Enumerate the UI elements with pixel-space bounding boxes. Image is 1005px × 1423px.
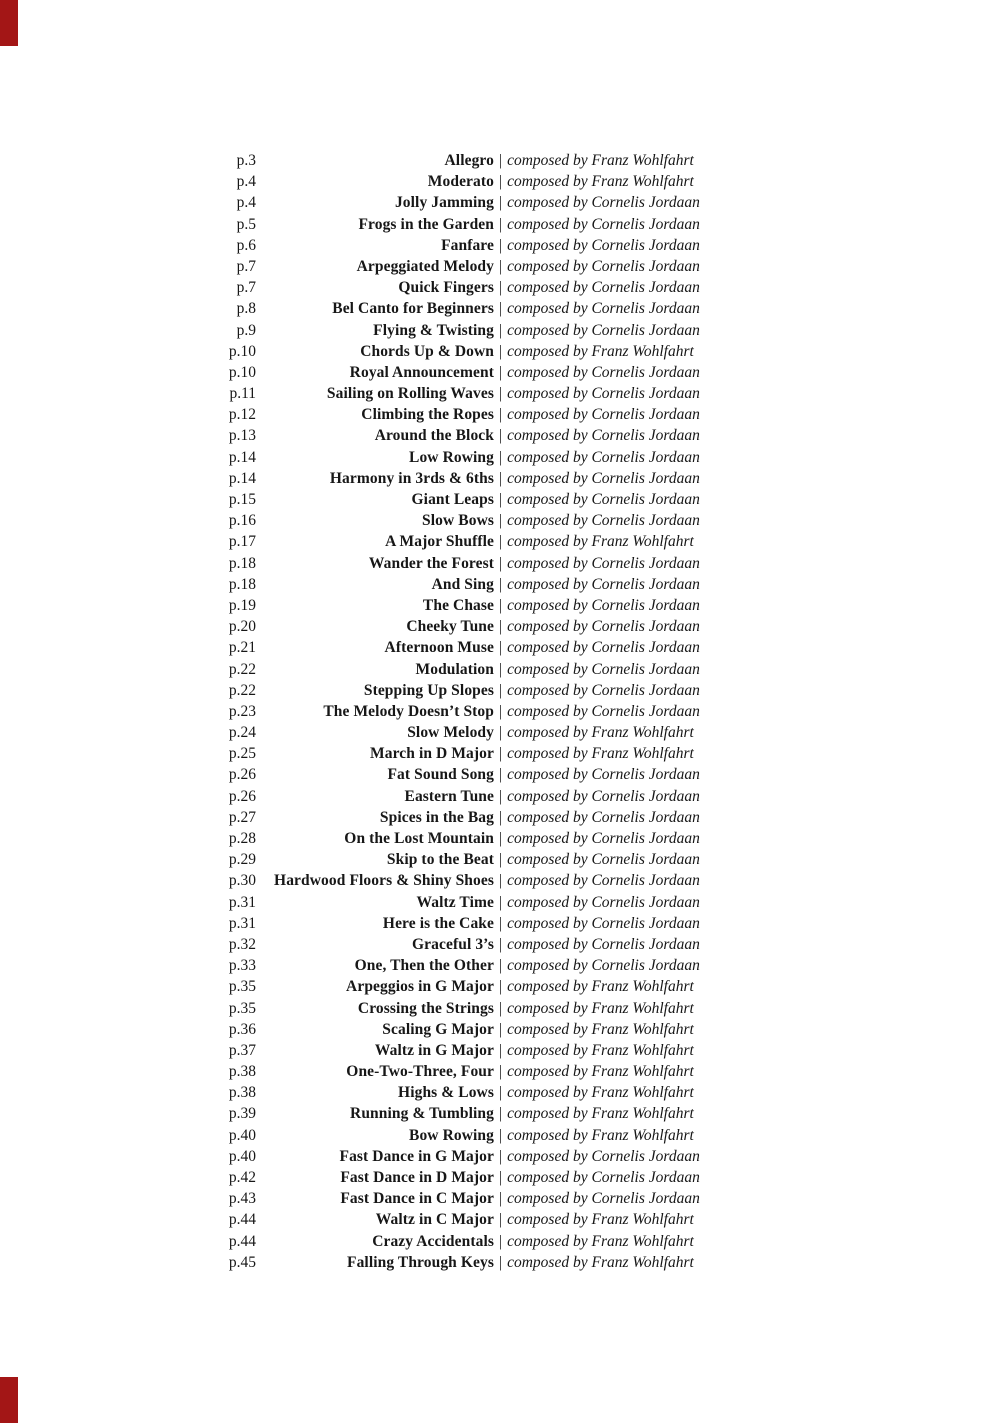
piece-title: Cheeky Tune [406, 618, 494, 636]
composer-credit: composed by Cornelis Jordaan [507, 512, 700, 530]
piece-title: Crazy Accidentals [372, 1232, 494, 1250]
piece-title: Slow Bows [422, 512, 494, 530]
composer-credit: composed by Cornelis Jordaan [507, 935, 700, 953]
toc-row [0, 1209, 1005, 1230]
page-number: p.27 [228, 808, 256, 826]
composer-credit: composed by Franz Wohlfahrt [507, 173, 694, 191]
separator-bar: | [499, 1063, 503, 1081]
separator-bar: | [499, 1232, 503, 1250]
piece-title: Fast Dance in C Major [340, 1190, 494, 1208]
composer-credit: composed by Cornelis Jordaan [507, 279, 700, 297]
separator-bar: | [499, 830, 503, 847]
piece-title: Arpeggiated Melody [356, 257, 494, 275]
composer-credit: composed by Cornelis Jordaan [507, 766, 700, 784]
page-number: p.38 [228, 1084, 256, 1102]
toc-row [0, 447, 1005, 468]
piece-title: And Sing [431, 575, 494, 593]
separator-bar: | [499, 618, 503, 636]
composer-credit: composed by Franz Wohlfahrt [507, 342, 694, 360]
separator-bar: | [499, 363, 503, 381]
separator-bar: | [499, 1190, 503, 1208]
piece-title: Eastern Tune [404, 787, 494, 805]
composer-credit: composed by Cornelis Jordaan [507, 957, 700, 975]
piece-title: Fat Sound Song [387, 766, 494, 784]
page-number: p.43 [228, 1190, 256, 1208]
page-number: p.17 [228, 533, 256, 551]
page-number: p.25 [228, 745, 256, 763]
page-number: p.31 [228, 893, 256, 911]
toc-row [0, 1146, 1005, 1167]
toc-list [0, 150, 1005, 1273]
separator-bar: | [499, 512, 503, 530]
toc-row [0, 764, 1005, 785]
toc-row [0, 1125, 1005, 1146]
composer-credit: composed by Cornelis Jordaan [507, 215, 700, 233]
page-number: p.11 [229, 385, 256, 403]
bleed-mark-top [0, 0, 18, 46]
separator-bar: | [499, 236, 503, 254]
toc-row [0, 574, 1005, 595]
piece-title: Spices in the Bag [379, 808, 494, 826]
piece-title: Fast Dance in G Major [339, 1147, 494, 1165]
piece-title: Stepping Up Slopes [363, 681, 494, 699]
composer-credit: composed by Franz Wohlfahrt [507, 1084, 694, 1102]
page-number: p.14 [228, 469, 256, 487]
separator-bar: | [499, 321, 503, 339]
separator-bar: | [499, 554, 503, 572]
piece-title: Highs & Lows [398, 1084, 494, 1102]
piece-title: Scaling G Major [382, 1020, 494, 1038]
piece-title: Harmony in 3rds & 6ths [329, 469, 494, 487]
piece-title: Royal Announcement [349, 363, 494, 381]
toc-row [0, 425, 1005, 446]
composer-credit: composed by Franz Wohlfahrt [507, 999, 694, 1017]
composer-credit: composed by Franz Wohlfahrt [507, 745, 694, 763]
separator-bar: | [499, 491, 503, 508]
toc-row [0, 1231, 1005, 1252]
composer-credit: composed by Cornelis Jordaan [507, 300, 700, 318]
page-number: p.14 [228, 448, 256, 466]
piece-title: Bow Rowing [409, 1126, 494, 1144]
page-number: p.26 [228, 787, 256, 805]
page-number: p.29 [228, 851, 256, 869]
piece-title: Slow Melody [407, 724, 494, 742]
piece-title: Waltz Time [416, 893, 494, 911]
separator-bar: | [499, 1169, 503, 1186]
composer-credit: composed by Cornelis Jordaan [507, 257, 700, 275]
separator-bar: | [499, 681, 503, 699]
separator-bar: | [499, 1253, 503, 1271]
piece-title: Quick Fingers [398, 279, 494, 297]
page-number: p.12 [228, 406, 256, 424]
toc-row [0, 404, 1005, 425]
composer-credit: composed by Cornelis Jordaan [507, 618, 700, 636]
composer-credit: composed by Cornelis Jordaan [507, 639, 700, 657]
separator-bar: | [499, 279, 503, 297]
composer-credit: composed by Cornelis Jordaan [507, 1147, 700, 1165]
piece-title: Fanfare [441, 236, 494, 254]
composer-credit: composed by Franz Wohlfahrt [507, 1126, 694, 1144]
separator-bar: | [499, 935, 503, 953]
toc-row [0, 976, 1005, 997]
separator-bar: | [499, 406, 503, 424]
page-number: p.13 [228, 427, 256, 445]
toc-row [0, 489, 1005, 510]
toc-row [0, 192, 1005, 213]
toc-row [0, 362, 1005, 383]
composer-credit: composed by Cornelis Jordaan [507, 554, 700, 572]
separator-bar: | [499, 1084, 503, 1102]
composer-credit: composed by Cornelis Jordaan [507, 681, 700, 699]
separator-bar: | [499, 999, 503, 1017]
composer-credit: composed by Cornelis Jordaan [507, 872, 700, 890]
page-number: p.10 [228, 342, 256, 360]
toc-row [0, 659, 1005, 680]
composer-credit: composed by Franz Wohlfahrt [507, 978, 694, 996]
piece-title: Moderato [427, 173, 494, 191]
composer-credit: composed by Franz Wohlfahrt [507, 724, 694, 742]
page-number: p.35 [228, 978, 256, 996]
toc-row [0, 892, 1005, 913]
page-number: p.21 [228, 639, 256, 657]
separator-bar: | [499, 1105, 503, 1123]
page-number: p.18 [228, 554, 256, 572]
separator-bar: | [499, 257, 503, 275]
toc-row [0, 1167, 1005, 1188]
separator-bar: | [499, 342, 503, 360]
page-number: p.32 [228, 935, 256, 953]
piece-title: Here is the Cake [382, 914, 494, 932]
page-number: p.28 [228, 830, 256, 847]
separator-bar: | [499, 787, 503, 805]
piece-title: Falling Through Keys [347, 1253, 494, 1271]
piece-title: Waltz in G Major [374, 1041, 494, 1059]
separator-bar: | [499, 194, 503, 212]
piece-title: Climbing the Ropes [361, 406, 494, 424]
composer-credit: composed by Cornelis Jordaan [507, 851, 700, 869]
separator-bar: | [499, 152, 503, 169]
piece-title: Fast Dance in D Major [340, 1169, 494, 1186]
toc-row [0, 998, 1005, 1019]
composer-credit: composed by Cornelis Jordaan [507, 787, 700, 805]
separator-bar: | [499, 1126, 503, 1144]
toc-row [0, 214, 1005, 235]
separator-bar: | [499, 427, 503, 445]
toc-row [0, 235, 1005, 256]
piece-title: Chords Up & Down [360, 342, 494, 360]
separator-bar: | [499, 660, 503, 678]
composer-credit: composed by Cornelis Jordaan [507, 596, 700, 614]
bleed-mark-bottom [0, 1377, 18, 1423]
composer-credit: composed by Cornelis Jordaan [507, 893, 700, 911]
composer-credit: composed by Cornelis Jordaan [507, 363, 700, 381]
composer-credit: composed by Franz Wohlfahrt [507, 1063, 694, 1081]
page-number: p.31 [228, 914, 256, 932]
composer-credit: composed by Cornelis Jordaan [507, 406, 700, 424]
separator-bar: | [499, 978, 503, 996]
separator-bar: | [499, 1041, 503, 1059]
separator-bar: | [499, 724, 503, 742]
separator-bar: | [499, 385, 503, 403]
composer-credit: composed by Cornelis Jordaan [507, 427, 700, 445]
composer-credit: composed by Cornelis Jordaan [507, 914, 700, 932]
toc-row [0, 1061, 1005, 1082]
page-number: p.7 [236, 279, 256, 297]
toc-row [0, 531, 1005, 552]
page-number: p.45 [228, 1253, 256, 1271]
composer-credit: composed by Franz Wohlfahrt [507, 1105, 694, 1123]
page-number: p.5 [236, 215, 256, 233]
toc-row [0, 595, 1005, 616]
separator-bar: | [499, 173, 503, 191]
composer-credit: composed by Cornelis Jordaan [507, 491, 700, 508]
toc-row [0, 1188, 1005, 1209]
separator-bar: | [499, 469, 503, 487]
piece-title: Modulation [415, 660, 494, 678]
separator-bar: | [499, 215, 503, 233]
piece-title: One, Then the Other [354, 957, 494, 975]
toc-row [0, 553, 1005, 574]
toc-row [0, 955, 1005, 976]
toc-row [0, 510, 1005, 531]
separator-bar: | [499, 766, 503, 784]
piece-title: One-Two-Three, Four [346, 1063, 494, 1081]
toc-row [0, 171, 1005, 192]
composer-credit: composed by Cornelis Jordaan [507, 1190, 700, 1208]
separator-bar: | [499, 1211, 503, 1229]
separator-bar: | [499, 808, 503, 826]
toc-row [0, 1082, 1005, 1103]
separator-bar: | [499, 745, 503, 763]
page-number: p.22 [228, 681, 256, 699]
composer-credit: composed by Cornelis Jordaan [507, 702, 700, 720]
page-number: p.6 [236, 236, 256, 254]
separator-bar: | [499, 639, 503, 657]
separator-bar: | [499, 957, 503, 975]
piece-title: Skip to the Beat [386, 851, 494, 869]
piece-title: Arpeggios in G Major [346, 978, 494, 996]
toc-row [0, 680, 1005, 701]
toc-row [0, 807, 1005, 828]
piece-title: Around the Block [374, 427, 494, 445]
composer-credit: composed by Cornelis Jordaan [507, 321, 700, 339]
page-number: p.40 [228, 1147, 256, 1165]
composer-credit: composed by Cornelis Jordaan [507, 830, 700, 847]
page-number: p.37 [228, 1041, 256, 1059]
toc-row [0, 256, 1005, 277]
toc-row [0, 828, 1005, 849]
toc-row [0, 1103, 1005, 1124]
piece-title: Waltz in C Major [375, 1211, 494, 1229]
piece-title: Crossing the Strings [357, 999, 494, 1017]
toc-row [0, 1019, 1005, 1040]
page-number: p.3 [236, 152, 256, 169]
page-number: p.10 [228, 363, 256, 381]
piece-title: Jolly Jamming [394, 194, 494, 212]
separator-bar: | [499, 872, 503, 890]
separator-bar: | [499, 1020, 503, 1038]
composer-credit: composed by Cornelis Jordaan [507, 808, 700, 826]
page-number: p.44 [228, 1211, 256, 1229]
composer-credit: composed by Franz Wohlfahrt [507, 533, 694, 551]
page-number: p.22 [228, 660, 256, 678]
page-number: p.39 [228, 1105, 256, 1123]
toc-row [0, 786, 1005, 807]
composer-credit: composed by Cornelis Jordaan [507, 194, 700, 212]
page-number: p.4 [236, 194, 256, 212]
toc-row [0, 383, 1005, 404]
separator-bar: | [499, 851, 503, 869]
toc-row [0, 298, 1005, 319]
toc-row [0, 1040, 1005, 1061]
separator-bar: | [499, 893, 503, 911]
separator-bar: | [499, 575, 503, 593]
piece-title: Sailing on Rolling Waves [326, 385, 494, 403]
separator-bar: | [499, 448, 503, 466]
toc-row [0, 1252, 1005, 1273]
separator-bar: | [499, 914, 503, 932]
composer-credit: composed by Franz Wohlfahrt [507, 1253, 694, 1271]
composer-credit: composed by Cornelis Jordaan [507, 575, 700, 593]
page-number: p.26 [228, 766, 256, 784]
piece-title: Flying & Twisting [373, 321, 494, 339]
composer-credit: composed by Franz Wohlfahrt [507, 1211, 694, 1229]
page-number: p.19 [228, 596, 256, 614]
page-number: p.18 [228, 575, 256, 593]
piece-title: Afternoon Muse [384, 639, 494, 657]
toc-row [0, 701, 1005, 722]
toc-row [0, 743, 1005, 764]
page-number: p.15 [228, 491, 256, 508]
page-number: p.38 [228, 1063, 256, 1081]
page-number: p.24 [228, 724, 256, 742]
composer-credit: composed by Cornelis Jordaan [507, 469, 700, 487]
piece-title: Low Rowing [409, 448, 494, 466]
page-number: p.42 [228, 1169, 256, 1186]
toc-row [0, 277, 1005, 298]
separator-bar: | [499, 300, 503, 318]
piece-title: On the Lost Mountain [344, 830, 494, 847]
piece-title: Allegro [444, 152, 494, 169]
composer-credit: composed by Franz Wohlfahrt [507, 1020, 694, 1038]
toc-row [0, 616, 1005, 637]
page-number: p.8 [236, 300, 256, 318]
toc-row [0, 150, 1005, 171]
toc-row [0, 870, 1005, 891]
toc-row [0, 849, 1005, 870]
page-number: p.30 [228, 872, 256, 890]
toc-row [0, 341, 1005, 362]
toc-row [0, 637, 1005, 658]
toc-row [0, 934, 1005, 955]
page-number: p.36 [228, 1020, 256, 1038]
piece-title: Bel Canto for Beginners [332, 300, 494, 318]
composer-credit: composed by Cornelis Jordaan [507, 236, 700, 254]
piece-title: Running & Tumbling [350, 1105, 494, 1123]
toc-row [0, 913, 1005, 934]
piece-title: Graceful 3’s [412, 935, 494, 953]
separator-bar: | [499, 1147, 503, 1165]
page-number: p.33 [228, 957, 256, 975]
composer-credit: composed by Cornelis Jordaan [507, 385, 700, 403]
piece-title: The Melody Doesn’t Stop [323, 702, 494, 720]
composer-credit: composed by Franz Wohlfahrt [507, 1041, 694, 1059]
page-number: p.4 [236, 173, 256, 191]
toc-row [0, 722, 1005, 743]
piece-title: A Major Shuffle [385, 533, 494, 551]
page-number: p.40 [228, 1126, 256, 1144]
piece-title: Giant Leaps [411, 491, 494, 508]
page-number: p.44 [228, 1232, 256, 1250]
composer-credit: composed by Cornelis Jordaan [507, 660, 700, 678]
separator-bar: | [499, 596, 503, 614]
toc-row [0, 468, 1005, 489]
composer-credit: composed by Cornelis Jordaan [507, 448, 700, 466]
page-number: p.16 [228, 512, 256, 530]
page-number: p.23 [228, 702, 256, 720]
composer-credit: composed by Franz Wohlfahrt [507, 152, 694, 169]
separator-bar: | [499, 533, 503, 551]
piece-title: Hardwood Floors & Shiny Shoes [274, 872, 494, 890]
piece-title: Frogs in the Garden [358, 215, 494, 233]
page-number: p.7 [236, 257, 256, 275]
piece-title: The Chase [422, 596, 494, 614]
piece-title: March in D Major [370, 745, 494, 763]
composer-credit: composed by Cornelis Jordaan [507, 1169, 700, 1186]
composer-credit: composed by Franz Wohlfahrt [507, 1232, 694, 1250]
page-number: p.9 [236, 321, 256, 339]
piece-title: Wander the Forest [368, 554, 494, 572]
separator-bar: | [499, 702, 503, 720]
page-number: p.35 [228, 999, 256, 1017]
page-number: p.20 [228, 618, 256, 636]
toc-row [0, 320, 1005, 341]
